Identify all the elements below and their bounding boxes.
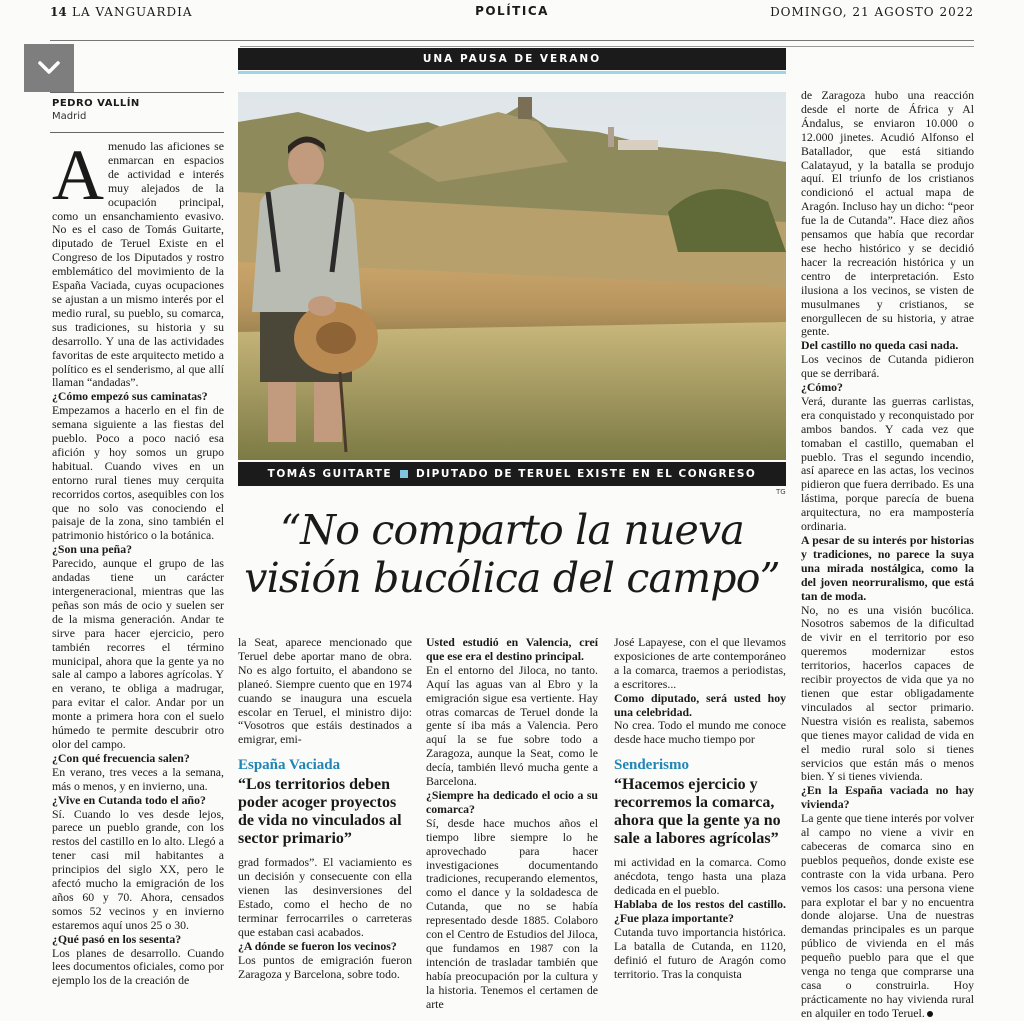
page-header — [0, 0, 1024, 22]
article-column-2 — [238, 636, 412, 981]
subhead-senderismo: Senderismo — [614, 757, 689, 774]
main-photo — [238, 92, 786, 460]
article-column-4 — [614, 636, 786, 981]
interview-question: ¿Vive en Cutanda todo el año? — [52, 792, 206, 807]
publication-name: LA VANGUARDIA — [72, 5, 193, 19]
menu-toggle-button[interactable] — [24, 44, 74, 92]
author-name: PEDRO VALLÍN — [52, 98, 140, 109]
interview-question: ¿Cómo empezó sus caminatas? — [52, 389, 208, 404]
article-column-5 — [801, 89, 974, 1021]
interview-answer: En el entorno del Jiloca, no tanto. Aquí las aguas van al Ebro y la emigración sigue esa vertiente. Hay otras comarcas de Teruel donde la gente sí iba más a Valencia. Pero aquí la se fue sobre todo a Zaragoza, aunque la Seat, como le decía, también llevó mucha gente a Barcelona. — [426, 662, 598, 789]
section-name: POLÍTICA — [475, 4, 549, 18]
interview-answer: En verano, tres veces a la semana, más o menos, y en invierno, una. — [52, 764, 224, 793]
interview-answer: Cutanda tuvo importancia histórica. La batalla de Cutanda, en 1120, definió el futuro de Aragón como territorio. Tras la conquista — [614, 924, 786, 981]
interview-question: ¿Qué pasó en los sesenta? — [52, 931, 182, 946]
interview-question: A pesar de su interés por historias y tradiciones, no parece la suya una mirada nostálgica, como la del joven neorruralismo, que está tan de moda. — [801, 533, 974, 603]
interview-question: Hablaba de los restos del castillo. ¿Fue plaza importante? — [614, 896, 786, 925]
interview-answer: Empezamos a hacerlo en el fin de semana siguiente a las fiestas del pueblo. Poco a poco nació esa afición y hoy somos un grupo habitual. Cuando vives en un entorno rural tienes muy cerquita recorridos cortos, asequibles con los que no solo vas conociendo el paisaje de la zona, sino también el patrimonio histórico o la botánica. — [52, 403, 224, 543]
issue-date: DOMINGO, 21 AGOSTO 2022 — [770, 5, 974, 19]
interview-question: Como diputado, será usted hoy una celebridad. — [614, 690, 786, 719]
headline-line-1: “No comparto la nueva — [279, 506, 745, 554]
interview-answer: Sí, desde hace muchos años el tiempo libre siempre lo he aprovechado para hacer investigaciones documentando tradiciones, recuperando elementos, como el dance y la soldadesca de Cutanda, que no se había representado desde 1885. Colaboro con el Centro de Estudios del Jiloca, que fundamos en 1987 con la intención de trasladar también que había preocupación por la cultura y la historia. Tenemos el certamen de arte — [426, 815, 598, 1011]
interview-question: Del castillo no queda casi nada. — [801, 338, 959, 353]
interview-question: Usted estudió en Valencia, creí que ese era el destino principal. — [426, 635, 598, 663]
interview-answer: Los puntos de emigración fueron Zaragoza y Barcelona, sobre todo. — [238, 952, 412, 981]
interview-answer: Parecido, aunque el grupo de las andadas tiene un carácter intergeneracional, mientras que las peñas son más de ocio y suelen ser de la misma generación. Andar te sirve para hacer ejercicio, pero también recorres el término municipal, ahora que la gente ya no sale al campo a labores agrícolas. Y en verano, te obliga a madrugar, para evitar el calor. Andar por un monte a primera hora con el suelo húmedo te permite descubrir otro olor del campo. — [52, 556, 224, 751]
byline-rule-bottom — [50, 132, 224, 133]
drop-cap: A — [52, 135, 104, 215]
article-paragraph: mi actividad en la comarca. Como anécdota, tengo hasta una plaza dedicada en el pueblo. — [614, 855, 786, 898]
field-landscape-image — [238, 92, 786, 460]
photo-credit: TG — [776, 488, 786, 496]
interview-question: ¿En la España vaciada no hay vivienda? — [801, 783, 974, 812]
interview-answer: No crea. Todo el mundo me conoce desde hace mucho tiempo por — [614, 718, 786, 747]
chevron-down-icon — [37, 60, 61, 76]
caption-person-name: TOMÁS GUITARTE — [267, 468, 393, 480]
final-answer-text: La gente que tiene interés por volver al campo no viene a vivir en cabeceras de comarca sino en pueblos pequeños, donde existe ese contraste con la vida urbana. Pero vemos los casos: una persona viene para explotar el bar y no encuentra donde alojarse. Una de nuestras demandas principales es un parque público de vivienda en el más pequeño pueblo para que el que venga no tenga que comprarse una casa o construirla. Hoy prácticamente no hay vivienda rural en alquiler en todo Teruel. — [801, 811, 974, 1020]
headline-line-2: visión bucólica del campo” — [244, 554, 780, 602]
caption-separator-icon — [400, 470, 408, 478]
caption-person-role: DIPUTADO DE TERUEL EXISTE EN EL CONGRESO — [416, 468, 757, 480]
photo-caption — [238, 462, 786, 486]
header-rule — [50, 40, 974, 41]
interview-question: ¿Cómo? — [801, 380, 843, 395]
article-paragraph: de Zaragoza hubo una reacción desde el norte de África y Al Ándalus, se enviaron 10.000 o 12.000 jinetes. Acudió Alfonso el Batallador, que está sitiando Calatayud, y la batalla se produjo aquí. El triunfo de los cristianos condicionó el actual mapa de Aragón. Incluso hay un dicho: “peor fue la de Cutanda”. Hace diez años pensamos que había que recordar ese hecho histórico y se decidió hacer la recreación histórica y un centro de interpretación. Esto ilusiona a los vecinos, se visten de musulmanes y cristianos, se enorgullecen de su historia, y atrae gente. — [801, 88, 974, 339]
article-column-1 — [52, 135, 224, 988]
article-headline — [238, 506, 786, 602]
header-rule-secondary — [240, 46, 974, 47]
section-banner: UNA PAUSA DE VERANO — [238, 48, 786, 70]
interview-answer: Los planes de desarrollo. Cuando lees documentos oficiales, como por ejemplo los de la creación de — [52, 945, 224, 988]
interview-answer: No, no es una visión bucólica. Nosotros sabemos de la dificultad de vivir en el territorio por eso queremos modernizar estos territorios, hacerlos capaces de recibir proyectos de vida que ya no tienen que estar obligadamente vinculados al sector primario. Nuestra visión es realista, sabemos que tienes mayor calidad de vida en el medio rural solo si tienes servicios que están más o menos bien. Y si tienes vivienda. — [801, 602, 974, 784]
pull-quote: “Hacemos ejercicio y recorremos la comarca, ahora que la gente ya no sale a labores agrícolas” — [614, 776, 781, 848]
byline — [52, 98, 140, 122]
interview-answer: Sí. Cuando lo ves desde lejos, parece un pueblo grande, con los restos del castillo en lo alto. Llegó a tener casi mil habitantes a principios del siglo XX, pero le afectó mucho la emigración de los años 60 y 70. Ahora, censados somos 52 vecinos y en invierno estaremos aquí unos 25 o 30. — [52, 806, 224, 932]
byline-rule-top — [50, 92, 224, 93]
article-paragraph: la Seat, aparece mencionado que Teruel debe aportar mano de obra. No es algo fortuito, el abandono se planeó. Siempre cuento que en 1974 cuando se inaugura una escuela escolar en Teruel, el ministro dijo: “Vosotros que estáis destinados a emigrar, emi- — [238, 635, 412, 747]
interview-answer — [801, 812, 974, 1021]
interview-answer: Verá, durante las guerras carlistas, era conquistado y reconquistado por ambos bandos. Y cada vez que tomaban el castillo, quemaban el pueblo. Tras el segundo incendio, así aparece en las actas, los vecinos pidieron que fuera derribado. Es una lástima, porque parecía de buena arquitectura, no era mampostería ordinaria. — [801, 393, 974, 534]
author-location: Madrid — [52, 111, 87, 122]
article-paragraph: grad formados”. El vaciamiento es un decisión y consecuente con ella vienen las desinversiones del Estado, como el hecho de no terminar ferrocarriles o carreteras que estaban casi acabados. — [238, 855, 412, 939]
article-lead: menudo las aficiones se enmarcan en espacios de actividad e interés muy alejados de la ocupación principal, como un ensanchamiento evasivo. No es el caso de Tomás Guitarte, diputado de Teruel Existe en el Congreso de los Diputados y rostro emblemático del movimiento de la España Vaciada, cuyas ocupaciones se ajustan a un mismo interés por el medio rural, su pueblo, su comarca, sus tradiciones, su historia y su desarrollo. Y una de las actividades favoritas de este arquitecto metido a político es el senderismo, al que allí llaman “andadas”. — [52, 139, 224, 390]
interview-question: ¿A dónde se fueron los vecinos? — [238, 938, 397, 953]
interview-question: ¿Siempre ha dedicado el ocio a su comarca? — [426, 787, 598, 816]
article-paragraph: José Lapayese, con el que llevamos exposiciones de arte contemporáneo a la comarca, traemos a periodistas, a escritores... — [614, 635, 786, 691]
end-of-article-icon — [927, 1011, 933, 1017]
interview-answer: Los vecinos de Cutanda pidieron que se derribará. — [801, 352, 974, 381]
page-number: 14 — [50, 5, 67, 19]
pull-quote: “Los territorios deben poder acoger proyectos de vida no vinculados al sector primario” — [238, 776, 402, 848]
banner-underline — [238, 71, 786, 74]
interview-question: ¿Con qué frecuencia salen? — [52, 750, 190, 765]
article-column-3 — [426, 636, 598, 1011]
subhead-espana-vaciada: España Vaciada — [238, 757, 341, 774]
interview-question: ¿Son una peña? — [52, 542, 132, 557]
